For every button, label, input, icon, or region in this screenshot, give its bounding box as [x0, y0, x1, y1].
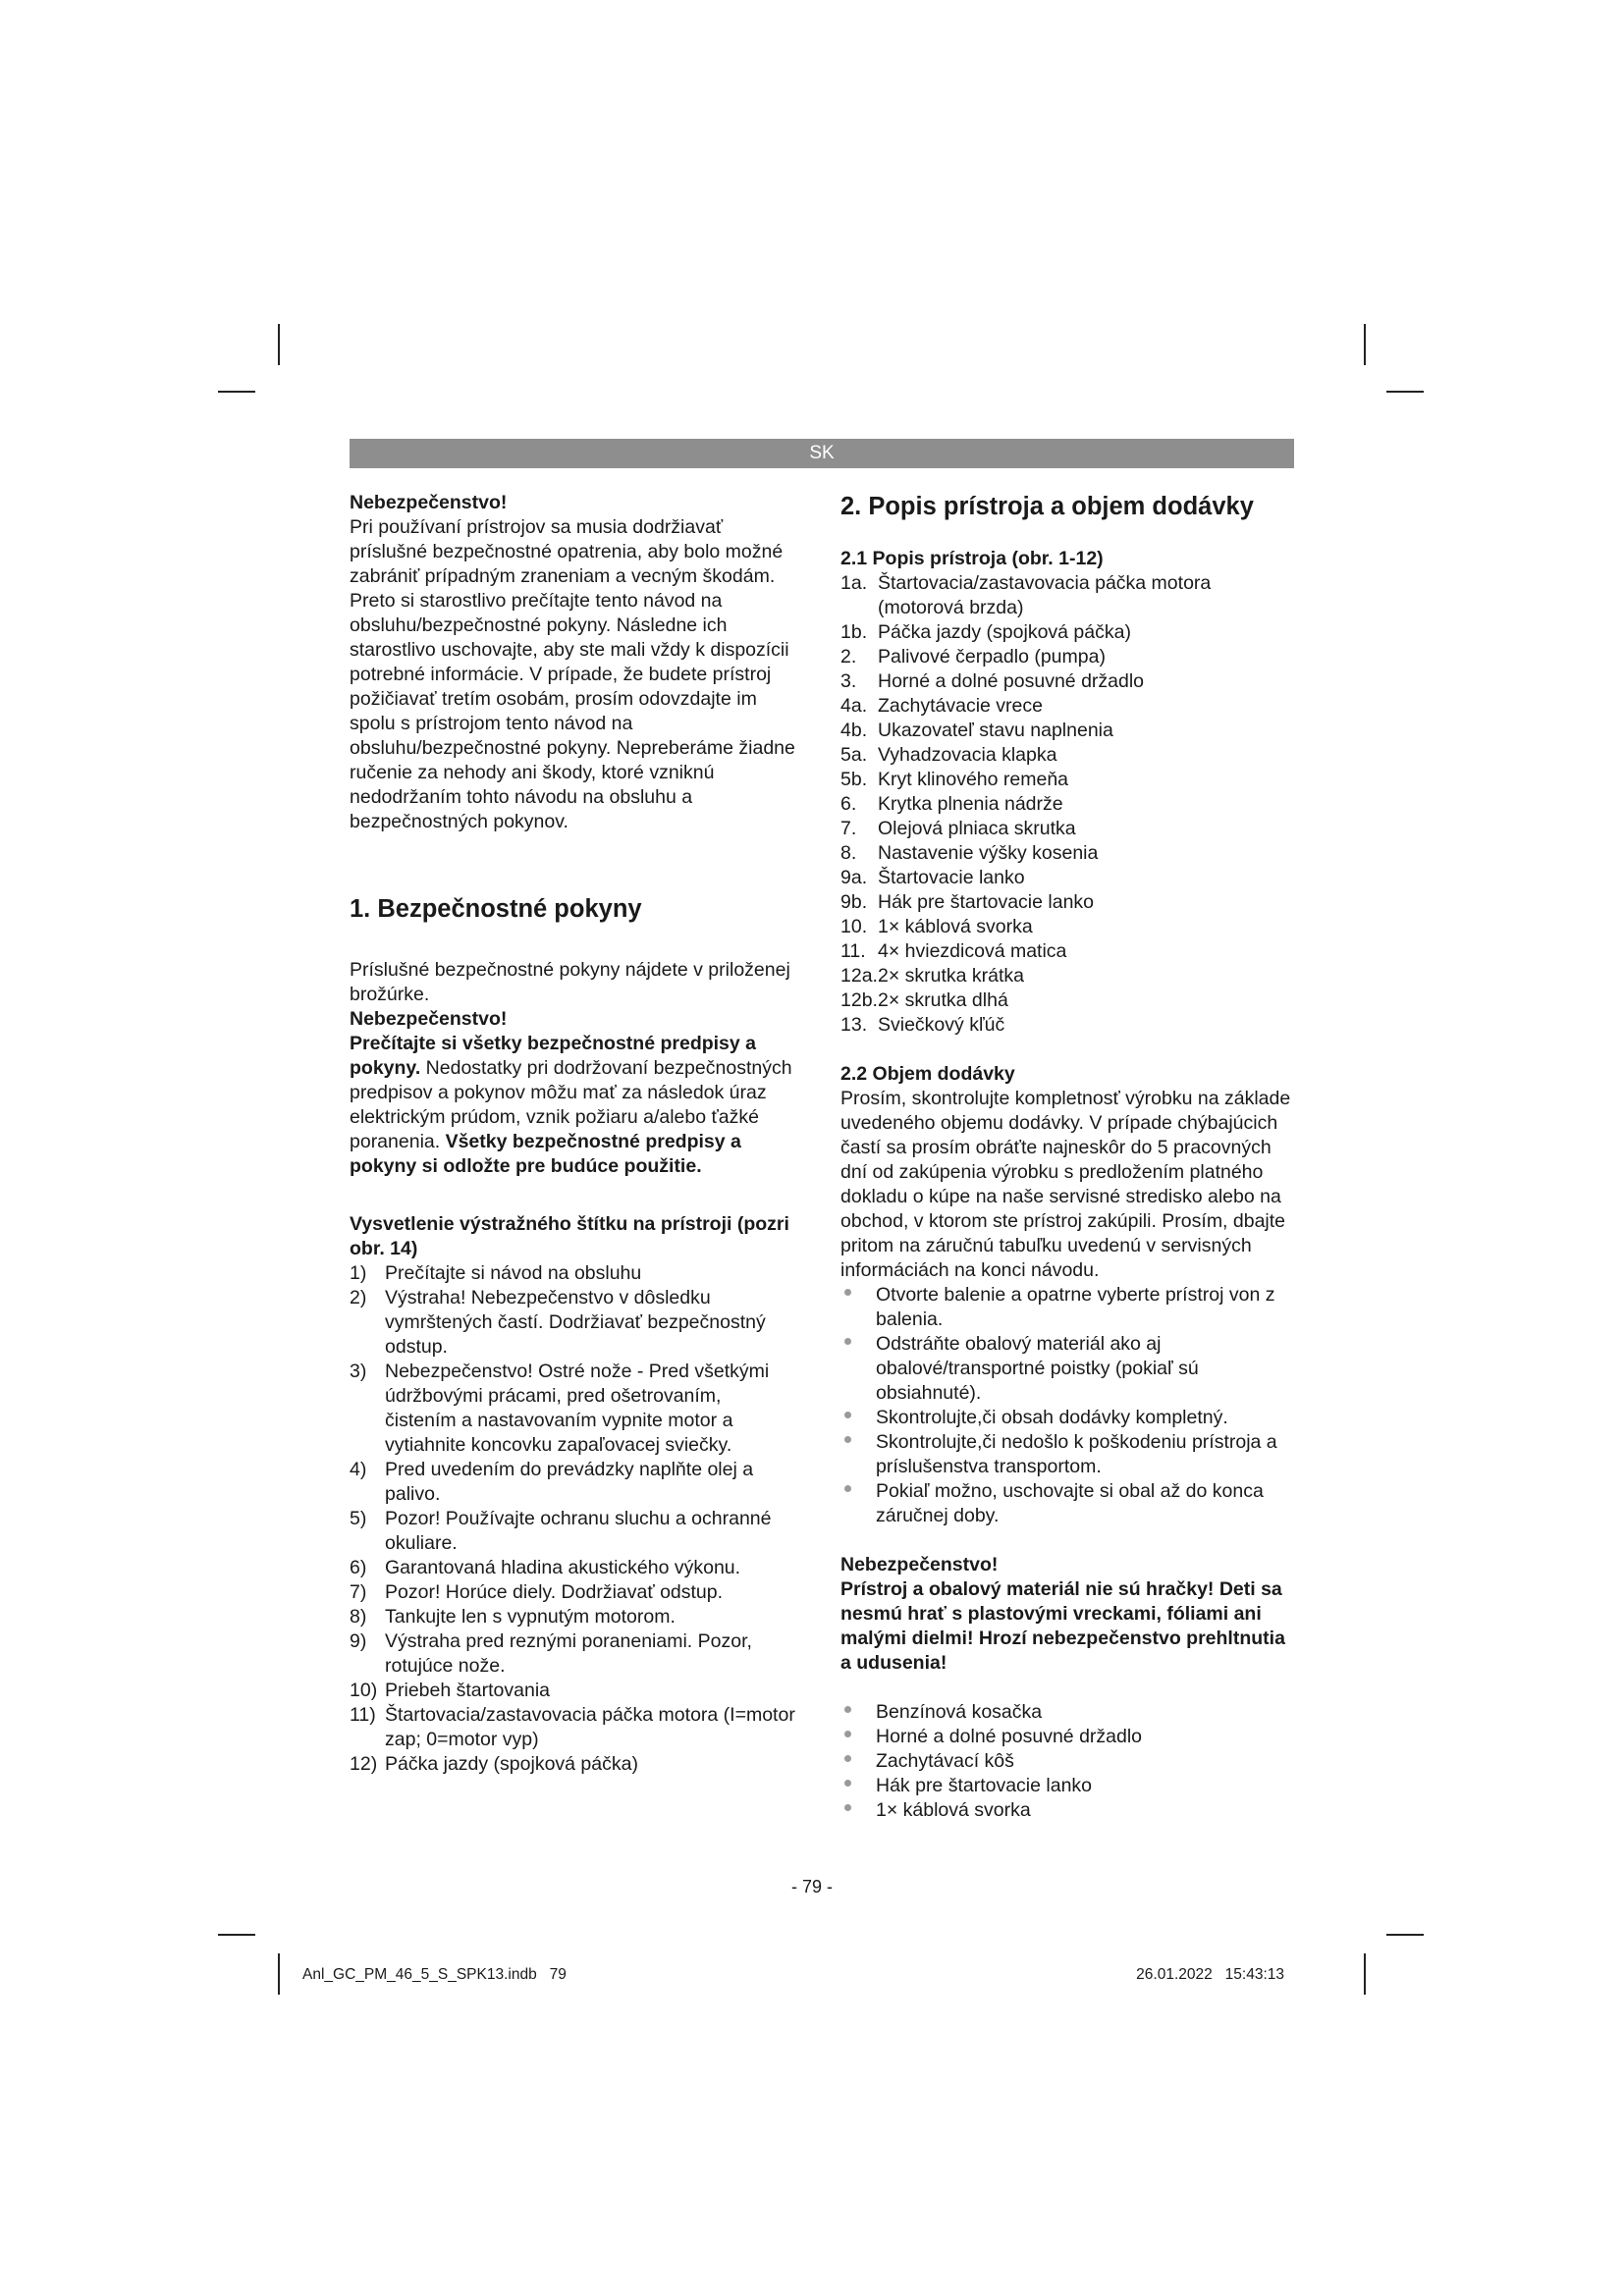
warning-text: Pri používaní prístrojov sa musia dodržiavať príslušné bezpečnostné opatrenia, aby bolo možné zabrániť prípadným zraneniam a vecným škodám. Preto si starostlivo prečítajte tento návod na obsluhu/bezpečnostné pokyny. Následne ich starostlivo uschovajte, aby ste mali vždy k dispozícii potrebné informácie. V prípade, že budete prístroj požičiavať tretím osobám, prosím odovzdajte im spolu s prístrojom tento návod na obsluhu/bezpečnostné pokyny. Nepreberáme žiadne ručenie za nehody ani škody, ktoré vzniknú nedodržaním tohto návodu na obsluhu a bezpečnostných pokynov. — [350, 516, 795, 832]
language-header: SK — [350, 439, 1294, 468]
bullet-icon — [844, 1436, 851, 1443]
list-item: 6. Krytka plnenia nádrže — [840, 793, 1063, 815]
list-item: 1b. Páčka jazdy (spojková páčka) — [840, 621, 1131, 643]
list-item: Skontrolujte,či obsah dodávky kompletný. — [840, 1406, 1294, 1430]
list-item: 10. 1× káblová svorka — [840, 916, 1033, 937]
list-item: Hák pre štartovacie lanko — [840, 1774, 1294, 1798]
list-item: 5b. Kryt klinového remeňa — [840, 769, 1069, 790]
list-item: 4) Pred uvedením do prevádzky naplňte olej a palivo. — [350, 1459, 754, 1505]
list-item: 12) Páčka jazdy (spojková páčka) — [350, 1753, 638, 1775]
footer-filename: Anl_GC_PM_46_5_S_SPK13.indb 79 — [302, 1966, 567, 1983]
section-intro: Príslušné bezpečnostné pokyny nájdete v priloženej brožúrke. — [350, 959, 790, 1005]
list-item: 11) Štartovacia/zastavovacia páčka motora (I=motor zap; 0=motor vyp) — [350, 1704, 795, 1750]
list-item: 4a. Zachytávacie vrece — [840, 695, 1043, 717]
list-item: 1) Prečítajte si návod na obsluhu — [350, 1262, 642, 1284]
warning-text: Nedostatky pri dodržovaní bezpečnostných predpisov a pokynov môžu mať za následok úraz elektrickým prúdom, vznik požiaru a/alebo ťažké poranenia. — [350, 1057, 792, 1152]
delivery-text: Prosím, skontrolujte kompletnosť výrobku na základe uvedeného objemu dodávky. V prípade chýbajúcich častí sa prosím obráťte najneskôr do 5 pracovných dní od zakúpenia výrobku s predložením platného dokladu o kúpe na naše servisné stredisko alebo na obchod, v ktorom ste prístroj zakúpili. Prosím, dbajte pritom na záručnú tabuľku uvedenú v servisných informáciách na konci návodu. — [840, 1088, 1291, 1281]
section-title: 2. Popis prístroja a objem dodávky — [840, 493, 1254, 520]
list-item: 9a. Štartovacie lanko — [840, 867, 1025, 888]
list-item: 2) Výstraha! Nebezpečenstvo v dôsledku vymrštených častí. Dodržiavať bezpečnostný odstup. — [350, 1287, 766, 1358]
bullet-icon — [844, 1412, 851, 1418]
list-item: Pokiaľ možno, uschovajte si obal až do konca záručnej doby. — [840, 1479, 1294, 1528]
list-item: Skontrolujte,či nedošlo k poškodeniu prístroja a príslušenstva transportom. — [840, 1430, 1294, 1479]
footer-timestamp: 26.01.2022 15:43:13 — [1136, 1966, 1284, 1983]
list-item: 12a. 2× skrutka krátka — [840, 965, 1025, 987]
bullet-icon — [844, 1755, 851, 1762]
warning-bold: Prečítajte si všetky bezpečnostné predpisy a pokyny. — [350, 1033, 757, 1079]
subsection-title: 2.2 Objem dodávky — [840, 1063, 1015, 1085]
list-item: 2. Palivové čerpadlo (pumpa) — [840, 646, 1106, 667]
list-item: Horné a dolné posuvné držadlo — [840, 1725, 1294, 1749]
list-item: Odstráňte obalový materiál ako aj obalové/transportné poistky (pokiaľ sú obsiahnuté). — [840, 1332, 1294, 1406]
list-item: 4b. Ukazovateľ stavu naplnenia — [840, 720, 1113, 741]
bullet-icon — [844, 1731, 851, 1737]
list-item: 3) Nebezpečenstvo! Ostré nože - Pred všetkými údržbovými prácami, pred ošetrovaním, čistením a nastavovaním vypnite motor a vytiahnite koncovku zapaľovacej sviečky. — [350, 1361, 770, 1456]
right-column — [840, 491, 1294, 1823]
bullet-icon — [844, 1485, 851, 1492]
list-item: 10) Priebeh štartovania — [350, 1680, 551, 1701]
crop-mark — [278, 1953, 280, 1995]
list-item: 1× káblová svorka — [840, 1798, 1294, 1823]
crop-mark — [1386, 391, 1424, 393]
list-item: 1a. Štartovacia/zastavovacia páčka motora (motorová brzda) — [840, 572, 1212, 618]
bullet-icon — [844, 1706, 851, 1713]
bullet-icon — [844, 1804, 851, 1811]
warning-bold: Všetky bezpečnostné predpisy a pokyny si odložte pre budúce použitie. — [350, 1131, 741, 1177]
list-item: 13. Sviečkový kľúč — [840, 1014, 1005, 1036]
warning-title: Nebezpečenstvo! — [840, 1554, 999, 1575]
warning-paragraph — [350, 1032, 796, 1179]
list-item: Otvorte balenie a opatrne vyberte prístroj von z balenia. — [840, 1283, 1294, 1332]
list-item: Zachytávací kôš — [840, 1749, 1294, 1774]
list-item: 12b. 2× skrutka dlhá — [840, 989, 1008, 1011]
label-explanation-title: Vysvetlenie výstražného štítku na prístroji (pozri obr. 14) — [350, 1213, 789, 1259]
crop-mark — [218, 1934, 255, 1936]
check-list — [840, 1283, 1294, 1528]
list-item: 5) Pozor! Používajte ochranu sluchu a ochranné okuliare. — [350, 1508, 772, 1554]
crop-mark — [278, 324, 280, 365]
list-item: 5a. Vyhadzovacia klapka — [840, 744, 1057, 766]
bullet-icon — [844, 1338, 851, 1345]
list-item: 9b. Hák pre štartovacie lanko — [840, 891, 1095, 913]
list-item: Benzínová kosačka — [840, 1700, 1294, 1725]
list-item: 3. Horné a dolné posuvné držadlo — [840, 670, 1145, 692]
list-item: 7. Olejová plniaca skrutka — [840, 818, 1076, 839]
left-column — [350, 491, 796, 1777]
list-item: 6) Garantovaná hladina akustického výkonu. — [350, 1557, 741, 1578]
page-number: - 79 - — [790, 1877, 833, 1896]
section-title: 1. Bezpečnostné pokyny — [350, 895, 642, 923]
parts-list — [840, 571, 1294, 1038]
delivery-list — [840, 1700, 1294, 1823]
label-list — [350, 1261, 796, 1777]
list-item: 8) Tankujte len s vypnutým motorom. — [350, 1606, 676, 1628]
warning-title: Nebezpečenstvo! — [350, 1008, 508, 1030]
list-item: 7) Pozor! Horúce diely. Dodržiavať odstup. — [350, 1581, 724, 1603]
warning-title: Nebezpečenstvo! — [350, 492, 508, 513]
subsection-title: 2.1 Popis prístroja (obr. 1-12) — [840, 548, 1104, 569]
list-item: 8. Nastavenie výšky kosenia — [840, 842, 1099, 864]
bullet-icon — [844, 1780, 851, 1787]
bullet-icon — [844, 1289, 851, 1296]
crop-mark — [1364, 1953, 1366, 1995]
crop-mark — [1386, 1934, 1424, 1936]
list-item: 11. 4× hviezdicová matica — [840, 940, 1067, 962]
crop-mark — [218, 391, 255, 393]
crop-mark — [1364, 324, 1366, 365]
list-item: 9) Výstraha pred reznými poraneniami. Pozor, rotujúce nože. — [350, 1630, 752, 1677]
warning-text: Prístroj a obalový materiál nie sú hračky! Deti sa nesmú hrať s plastovými vreckami, fóliami ani malými dielmi! Hrozí nebezpečenstvo prehltnutia a udusenia! — [840, 1578, 1285, 1674]
